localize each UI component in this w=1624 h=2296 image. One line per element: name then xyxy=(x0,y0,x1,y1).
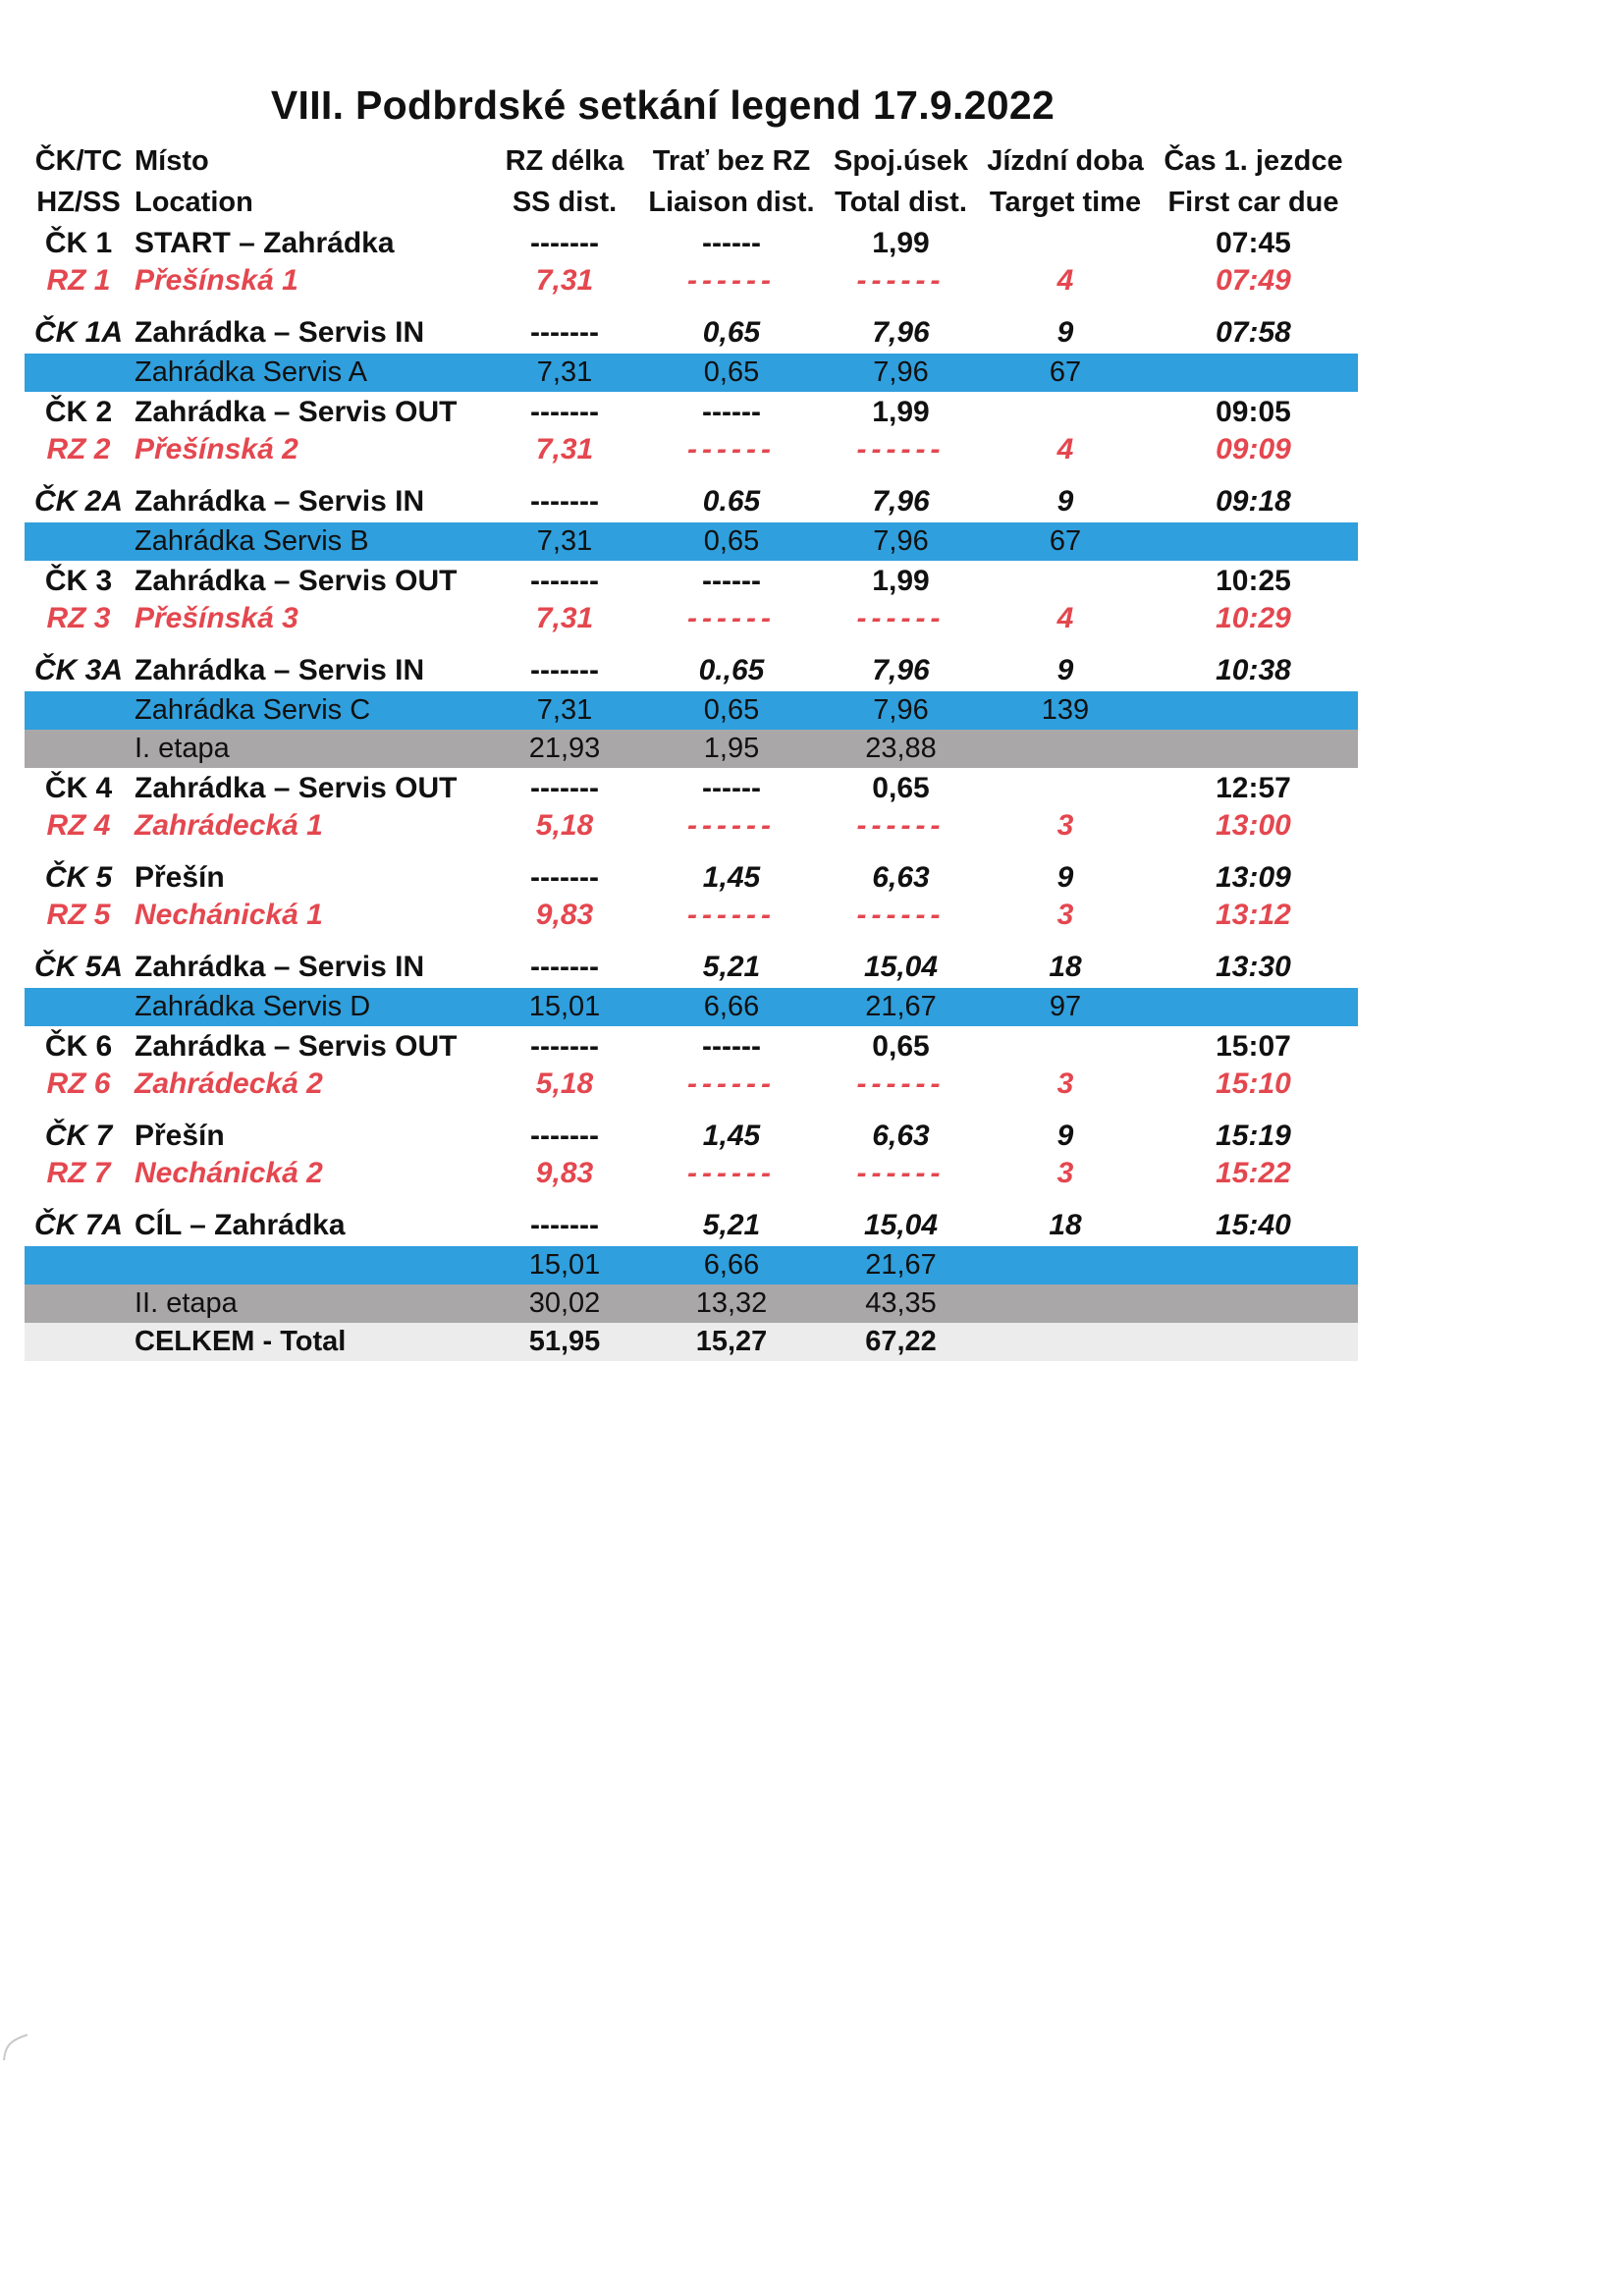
cell-ss-dist: ------- xyxy=(530,861,599,894)
cell-location: Zahrádka Servis B xyxy=(135,525,369,557)
cell-ss-dist: ------- xyxy=(530,951,599,983)
cell-first-car: 07:58 xyxy=(1216,316,1291,349)
cell-ss-dist: 7,31 xyxy=(536,525,593,557)
cell-ss-dist: 7,31 xyxy=(536,694,593,726)
cell-total: 15,04 xyxy=(863,1209,939,1241)
cell-ss-dist: 5,18 xyxy=(535,809,594,842)
cell-total: 1,99 xyxy=(872,227,930,259)
cell-location: CELKEM - Total xyxy=(135,1326,347,1357)
cell-ss-dist: ------- xyxy=(530,1209,599,1241)
cell-ss-dist: 9,83 xyxy=(535,899,594,931)
row-spacer xyxy=(25,1190,1358,1205)
cell-code: RZ 4 xyxy=(46,809,111,842)
cell-ss-dist: 9,83 xyxy=(535,1157,594,1189)
itinerary-table xyxy=(25,140,1358,1361)
cell-target: 9 xyxy=(1056,654,1074,686)
cell-location: Zahrádka – Servis OUT xyxy=(135,1030,458,1063)
cell-liaison: 0.65 xyxy=(702,485,761,518)
cell-location: CÍL – Zahrádka xyxy=(135,1209,346,1241)
cell-ss-dist: ------- xyxy=(530,1030,599,1063)
time-control-row xyxy=(25,857,1358,899)
cell-ss-dist: 7,31 xyxy=(535,602,594,634)
cell-location: Nechánická 2 xyxy=(135,1157,323,1189)
cell-total: ------ xyxy=(856,899,946,931)
service-row xyxy=(25,691,1358,730)
cell-first-car: 15:22 xyxy=(1216,1157,1291,1189)
cell-first-car: 07:49 xyxy=(1216,264,1291,297)
cell-ss-dist: 7,31 xyxy=(536,356,593,388)
cell-first-car: 13:00 xyxy=(1216,809,1291,842)
cell-total: 7,96 xyxy=(873,356,929,388)
cell-total: ------ xyxy=(856,602,946,634)
row-spacer xyxy=(25,635,1358,650)
cell-target: 3 xyxy=(1056,1067,1074,1100)
cell-ss-dist: 51,95 xyxy=(528,1326,601,1357)
col-header-total-en: Total dist. xyxy=(835,187,967,218)
cell-ss-dist: 7,31 xyxy=(535,264,594,297)
cell-total: 0,65 xyxy=(872,772,930,804)
cell-total: 6,63 xyxy=(872,1120,930,1152)
cell-ss-dist: 5,18 xyxy=(535,1067,594,1100)
cell-target: 18 xyxy=(1049,951,1082,983)
cell-code: ČK 1 xyxy=(44,227,113,259)
row-spacer xyxy=(25,843,1358,857)
cell-location: Zahrádka – Servis IN xyxy=(135,316,425,349)
cell-code: RZ 1 xyxy=(46,264,111,297)
cell-code: ČK 7 xyxy=(44,1120,113,1152)
cell-code: RZ 7 xyxy=(46,1157,111,1189)
cell-total: 1,99 xyxy=(872,396,930,428)
cell-target: 9 xyxy=(1056,1120,1074,1152)
cell-ss-dist: ------- xyxy=(530,485,599,518)
cell-total: 21,67 xyxy=(865,991,937,1022)
service-row xyxy=(25,354,1358,392)
cell-total: 15,04 xyxy=(863,951,939,983)
special-stage-row xyxy=(25,264,1358,298)
cell-location: Zahrádka – Servis IN xyxy=(135,485,425,518)
cell-liaison: 6,66 xyxy=(703,1249,760,1281)
cell-total: 23,88 xyxy=(865,733,937,764)
cell-liaison: 13,32 xyxy=(695,1287,768,1319)
cell-ss-dist: ------- xyxy=(530,396,599,428)
cell-ss-dist: ------- xyxy=(530,1120,599,1152)
time-control-row xyxy=(25,947,1358,988)
cell-code: ČK 1A xyxy=(33,316,123,349)
col-header-location-en: Location xyxy=(135,187,253,218)
cell-location: Zahrádka – Servis OUT xyxy=(135,772,458,804)
cell-location: Zahrádka Servis C xyxy=(135,694,371,726)
col-header-liaison: Trať bez RZ xyxy=(652,145,811,177)
cell-liaison: ------ xyxy=(687,602,776,634)
cell-liaison: 0,65 xyxy=(703,525,760,557)
cell-code: RZ 6 xyxy=(46,1067,111,1100)
cell-code: ČK 5 xyxy=(44,861,113,894)
row-spacer xyxy=(25,1101,1358,1116)
col-header-first-car: Čas 1. jezdce xyxy=(1164,145,1343,177)
cell-location: I. etapa xyxy=(135,733,230,764)
service-row xyxy=(25,522,1358,561)
col-header-target-en: Target time xyxy=(989,187,1142,218)
cell-target: 18 xyxy=(1049,1209,1082,1241)
cell-code: ČK 5A xyxy=(33,951,123,983)
cell-first-car: 13:09 xyxy=(1216,861,1291,894)
cell-target: 9 xyxy=(1056,316,1074,349)
cell-ss-dist: 30,02 xyxy=(528,1287,601,1319)
special-stage-row xyxy=(25,433,1358,466)
cell-target: 97 xyxy=(1049,991,1082,1022)
cell-ss-dist: 15,01 xyxy=(528,1249,601,1281)
cell-code: RZ 2 xyxy=(46,433,111,465)
header-row-english xyxy=(25,182,1358,223)
cell-first-car: 10:25 xyxy=(1216,565,1291,597)
cell-liaison: ------ xyxy=(702,1030,761,1063)
col-header-code-en: HZ/SS xyxy=(36,187,121,218)
cell-liaison: 15,27 xyxy=(695,1326,768,1357)
cell-location: Zahrádka Servis D xyxy=(135,991,371,1022)
col-header-ss-dist: RZ délka xyxy=(505,145,624,177)
cell-ss-dist: ------- xyxy=(530,227,599,259)
cell-target: 9 xyxy=(1056,485,1074,518)
cell-target: 3 xyxy=(1056,1157,1074,1189)
cell-total: 21,67 xyxy=(865,1249,937,1281)
col-header-code: ČK/TC xyxy=(34,145,123,177)
cell-location: Zahrádka – Servis IN xyxy=(135,951,425,983)
time-control-row xyxy=(25,1205,1358,1246)
cell-ss-dist: ------- xyxy=(530,772,599,804)
cell-first-car: 15:10 xyxy=(1216,1067,1291,1100)
cell-code: ČK 4 xyxy=(44,772,113,804)
cell-first-car: 10:29 xyxy=(1216,602,1291,634)
cell-liaison: 0,65 xyxy=(703,694,760,726)
cell-liaison: ------ xyxy=(702,565,761,597)
col-header-ss-dist-en: SS dist. xyxy=(512,187,618,218)
cell-first-car: 12:57 xyxy=(1216,772,1291,804)
cell-location: Zahrádka – Servis OUT xyxy=(135,565,458,597)
scan-edge-mark xyxy=(0,2031,29,2060)
cell-ss-dist: ------- xyxy=(530,565,599,597)
col-header-location: Místo xyxy=(135,145,209,177)
cell-code: RZ 3 xyxy=(46,602,111,634)
cell-location: Zahrádka – Servis IN xyxy=(135,654,425,686)
cell-ss-dist: ------- xyxy=(530,316,599,349)
cell-code: RZ 5 xyxy=(46,899,111,931)
time-control-row xyxy=(25,392,1358,433)
page-title: VIII. Podbrdské setkání legend 17.9.2022 xyxy=(270,82,1056,128)
cell-location: Přešín xyxy=(135,1120,225,1152)
cell-total: 6,63 xyxy=(872,861,930,894)
time-control-row xyxy=(25,768,1358,809)
time-control-row xyxy=(25,312,1358,354)
cell-first-car: 10:38 xyxy=(1216,654,1291,686)
cell-code: ČK 2A xyxy=(33,485,123,518)
time-control-row xyxy=(25,561,1358,602)
cell-first-car: 09:18 xyxy=(1216,485,1291,518)
cell-first-car: 15:07 xyxy=(1216,1030,1291,1063)
cell-liaison: ------ xyxy=(702,227,761,259)
cell-total: 1,99 xyxy=(872,565,930,597)
cell-location: Zahrádka – Servis OUT xyxy=(135,396,458,428)
cell-location: Zahrádka Servis A xyxy=(135,356,367,388)
row-spacer xyxy=(25,298,1358,312)
cell-location: Přešín xyxy=(135,861,225,894)
cell-location: Zahrádecká 1 xyxy=(135,809,323,842)
time-control-row xyxy=(25,481,1358,522)
cell-liaison: 6,66 xyxy=(703,991,760,1022)
cell-liaison: 5,21 xyxy=(702,951,761,983)
cell-location: Zahrádecká 2 xyxy=(135,1067,323,1100)
row-spacer xyxy=(25,932,1358,947)
cell-target: 4 xyxy=(1056,264,1074,297)
cell-code: ČK 6 xyxy=(44,1030,113,1063)
cell-liaison: 1,45 xyxy=(702,1120,761,1152)
cell-location: START – Zahrádka xyxy=(135,227,395,259)
cell-total: 43,35 xyxy=(865,1287,937,1319)
service-row xyxy=(25,1246,1358,1285)
special-stage-row xyxy=(25,899,1358,932)
cell-liaison: ------ xyxy=(687,1157,776,1189)
cell-liaison: ------ xyxy=(687,264,776,297)
cell-total: 7,96 xyxy=(872,316,930,349)
header-row-czech xyxy=(25,140,1358,182)
cell-liaison: ------ xyxy=(702,772,761,804)
cell-liaison: 1,95 xyxy=(703,733,760,764)
leg-total-row xyxy=(25,730,1358,768)
cell-code: ČK 2 xyxy=(44,396,113,428)
cell-target: 4 xyxy=(1056,602,1074,634)
cell-location: Přešínská 1 xyxy=(135,264,298,297)
cell-first-car: 07:45 xyxy=(1216,227,1291,259)
cell-location: Přešínská 3 xyxy=(135,602,298,634)
cell-liaison: ------ xyxy=(702,396,761,428)
time-control-row xyxy=(25,1116,1358,1157)
col-header-total: Spoj.úsek xyxy=(834,145,968,177)
cell-code: ČK 3 xyxy=(44,565,113,597)
cell-target: 4 xyxy=(1056,433,1074,465)
special-stage-row xyxy=(25,602,1358,635)
cell-liaison: 1,45 xyxy=(702,861,761,894)
itinerary-rows xyxy=(25,223,1358,1361)
cell-first-car: 15:19 xyxy=(1216,1120,1291,1152)
cell-target: 9 xyxy=(1056,861,1074,894)
col-header-first-car-en: First car due xyxy=(1167,187,1339,218)
cell-liaison: 0.,65 xyxy=(698,654,765,686)
cell-total: ------ xyxy=(856,1067,946,1100)
cell-total: 7,96 xyxy=(873,525,929,557)
time-control-row xyxy=(25,223,1358,264)
cell-location: Přešínská 2 xyxy=(135,433,298,465)
cell-first-car: 15:40 xyxy=(1216,1209,1291,1241)
cell-total: 7,96 xyxy=(873,694,929,726)
cell-liaison: ------ xyxy=(687,1067,776,1100)
special-stage-row xyxy=(25,1157,1358,1190)
cell-first-car: 09:05 xyxy=(1216,396,1291,428)
special-stage-row xyxy=(25,1067,1358,1101)
cell-liaison: 0,65 xyxy=(702,316,761,349)
cell-liaison: 0,65 xyxy=(703,356,760,388)
grand-total-row xyxy=(25,1323,1358,1361)
cell-target: 3 xyxy=(1056,899,1074,931)
cell-location: II. etapa xyxy=(135,1287,238,1319)
cell-target: 67 xyxy=(1049,525,1082,557)
cell-target: 139 xyxy=(1041,694,1090,726)
cell-location: Nechánická 1 xyxy=(135,899,323,931)
cell-ss-dist: 15,01 xyxy=(528,991,601,1022)
cell-liaison: ------ xyxy=(687,809,776,842)
cell-total: ------ xyxy=(856,264,946,297)
cell-ss-dist: 7,31 xyxy=(535,433,594,465)
cell-total: 67,22 xyxy=(865,1326,937,1357)
cell-total: ------ xyxy=(856,809,946,842)
service-row xyxy=(25,988,1358,1026)
cell-ss-dist: 21,93 xyxy=(528,733,601,764)
cell-ss-dist: ------- xyxy=(530,654,599,686)
col-header-liaison-en: Liaison dist. xyxy=(648,187,815,218)
cell-total: 7,96 xyxy=(872,654,930,686)
cell-total: 0,65 xyxy=(872,1030,930,1063)
cell-code: ČK 3A xyxy=(33,654,123,686)
col-header-target: Jízdní doba xyxy=(987,145,1144,177)
cell-target: 67 xyxy=(1049,356,1082,388)
cell-code: ČK 7A xyxy=(33,1209,123,1241)
cell-total: ------ xyxy=(856,1157,946,1189)
cell-total: ------ xyxy=(856,433,946,465)
cell-liaison: ------ xyxy=(687,899,776,931)
cell-liaison: 5,21 xyxy=(702,1209,761,1241)
special-stage-row xyxy=(25,809,1358,843)
cell-total: 7,96 xyxy=(872,485,930,518)
cell-first-car: 13:30 xyxy=(1216,951,1291,983)
row-spacer xyxy=(25,466,1358,481)
cell-liaison: ------ xyxy=(687,433,776,465)
cell-first-car: 13:12 xyxy=(1216,899,1291,931)
cell-target: 3 xyxy=(1056,809,1074,842)
time-control-row xyxy=(25,650,1358,691)
leg-total-row xyxy=(25,1285,1358,1323)
cell-first-car: 09:09 xyxy=(1216,433,1291,465)
time-control-row xyxy=(25,1026,1358,1067)
